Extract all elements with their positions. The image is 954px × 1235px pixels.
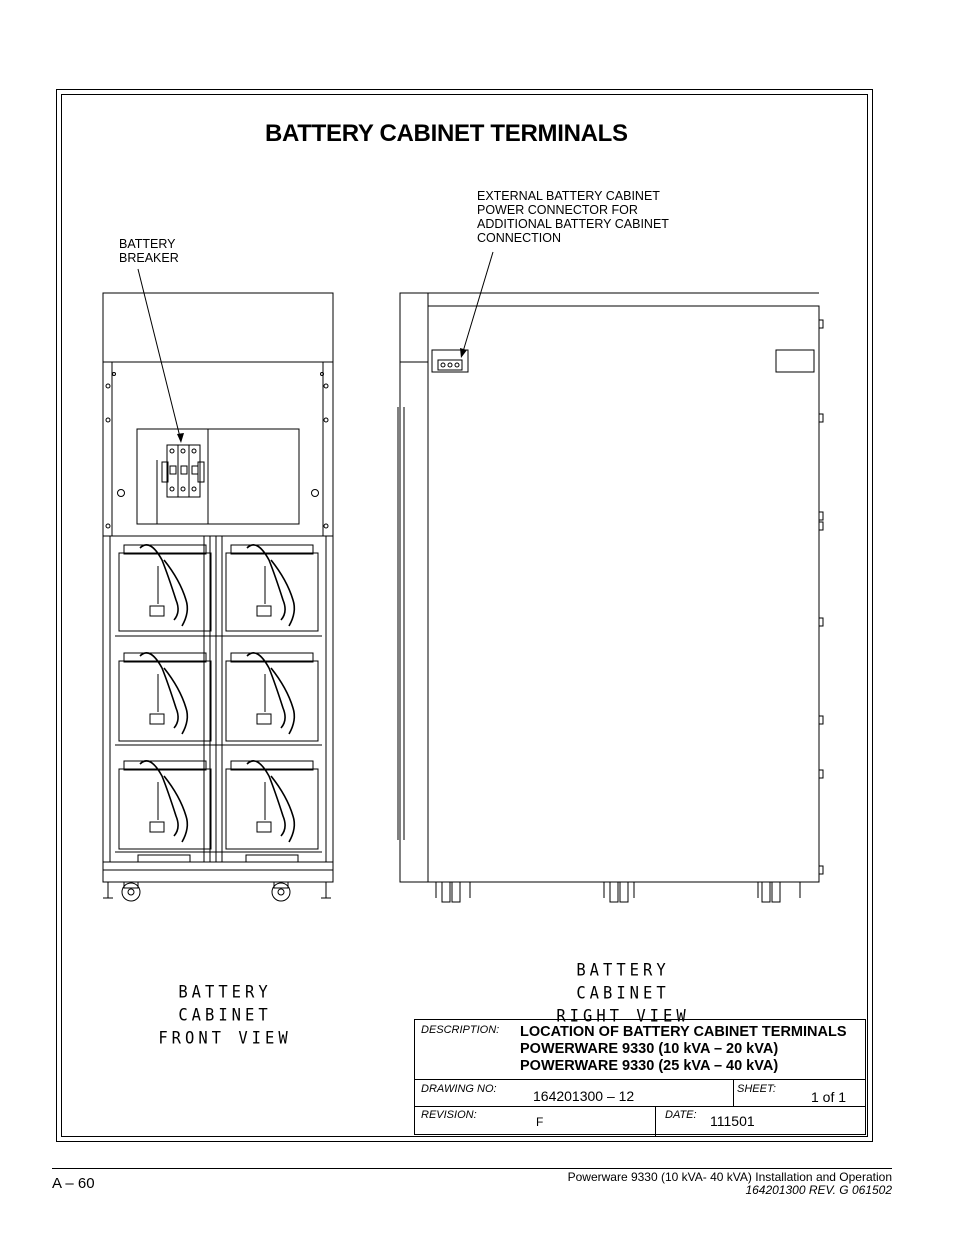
drawing-no-label: DRAWING NO: <box>421 1083 497 1095</box>
title-block <box>414 1019 866 1135</box>
doc-revision: 164201300 REV. G 061502 <box>745 1183 892 1197</box>
description-line: LOCATION OF BATTERY CABINET TERMINALS <box>520 1024 847 1040</box>
sheet-value: 1 of 1 <box>811 1089 847 1105</box>
page-title: BATTERY CABINET TERMINALS <box>265 120 628 147</box>
leader-lines <box>138 252 493 441</box>
description-line: POWERWARE 9330 (10 kVA – 20 kVA) <box>520 1041 779 1057</box>
revision-label: REVISION: <box>421 1109 477 1121</box>
front-view-label: BATTERY CABINET FRONT VIEW <box>158 981 292 1048</box>
manual-title: Powerware 9330 (10 kVA- 40 kVA) Installation and Operation <box>567 1170 892 1184</box>
callout-battery-breaker: BATTERY BREAKER <box>119 237 179 265</box>
description-line: POWERWARE 9330 (25 kVA – 40 kVA) <box>520 1058 779 1074</box>
page-number: A – 60 <box>52 1175 95 1192</box>
right-view-label: BATTERY CABINET RIGHT VIEW <box>556 959 690 1026</box>
front-view-cabinet <box>103 293 333 901</box>
sheet-label: SHEET: <box>737 1083 776 1095</box>
revision-value: F <box>536 1115 544 1129</box>
battery-cables <box>140 545 294 842</box>
callout-external-connector: EXTERNAL BATTERY CABINET POWER CONNECTOR FOR ADDITIONAL BATTERY CABINET CONNECTION <box>477 189 669 245</box>
date-label: DATE: <box>665 1109 697 1121</box>
drawing-no-value: 164201300 – 12 <box>533 1088 635 1104</box>
footer-right <box>568 1171 892 1197</box>
description-text <box>520 1024 847 1075</box>
date-value: 111501 <box>710 1113 755 1129</box>
right-view-cabinet <box>398 293 823 902</box>
description-label: DESCRIPTION: <box>421 1024 500 1036</box>
footer-rule <box>52 1168 892 1169</box>
